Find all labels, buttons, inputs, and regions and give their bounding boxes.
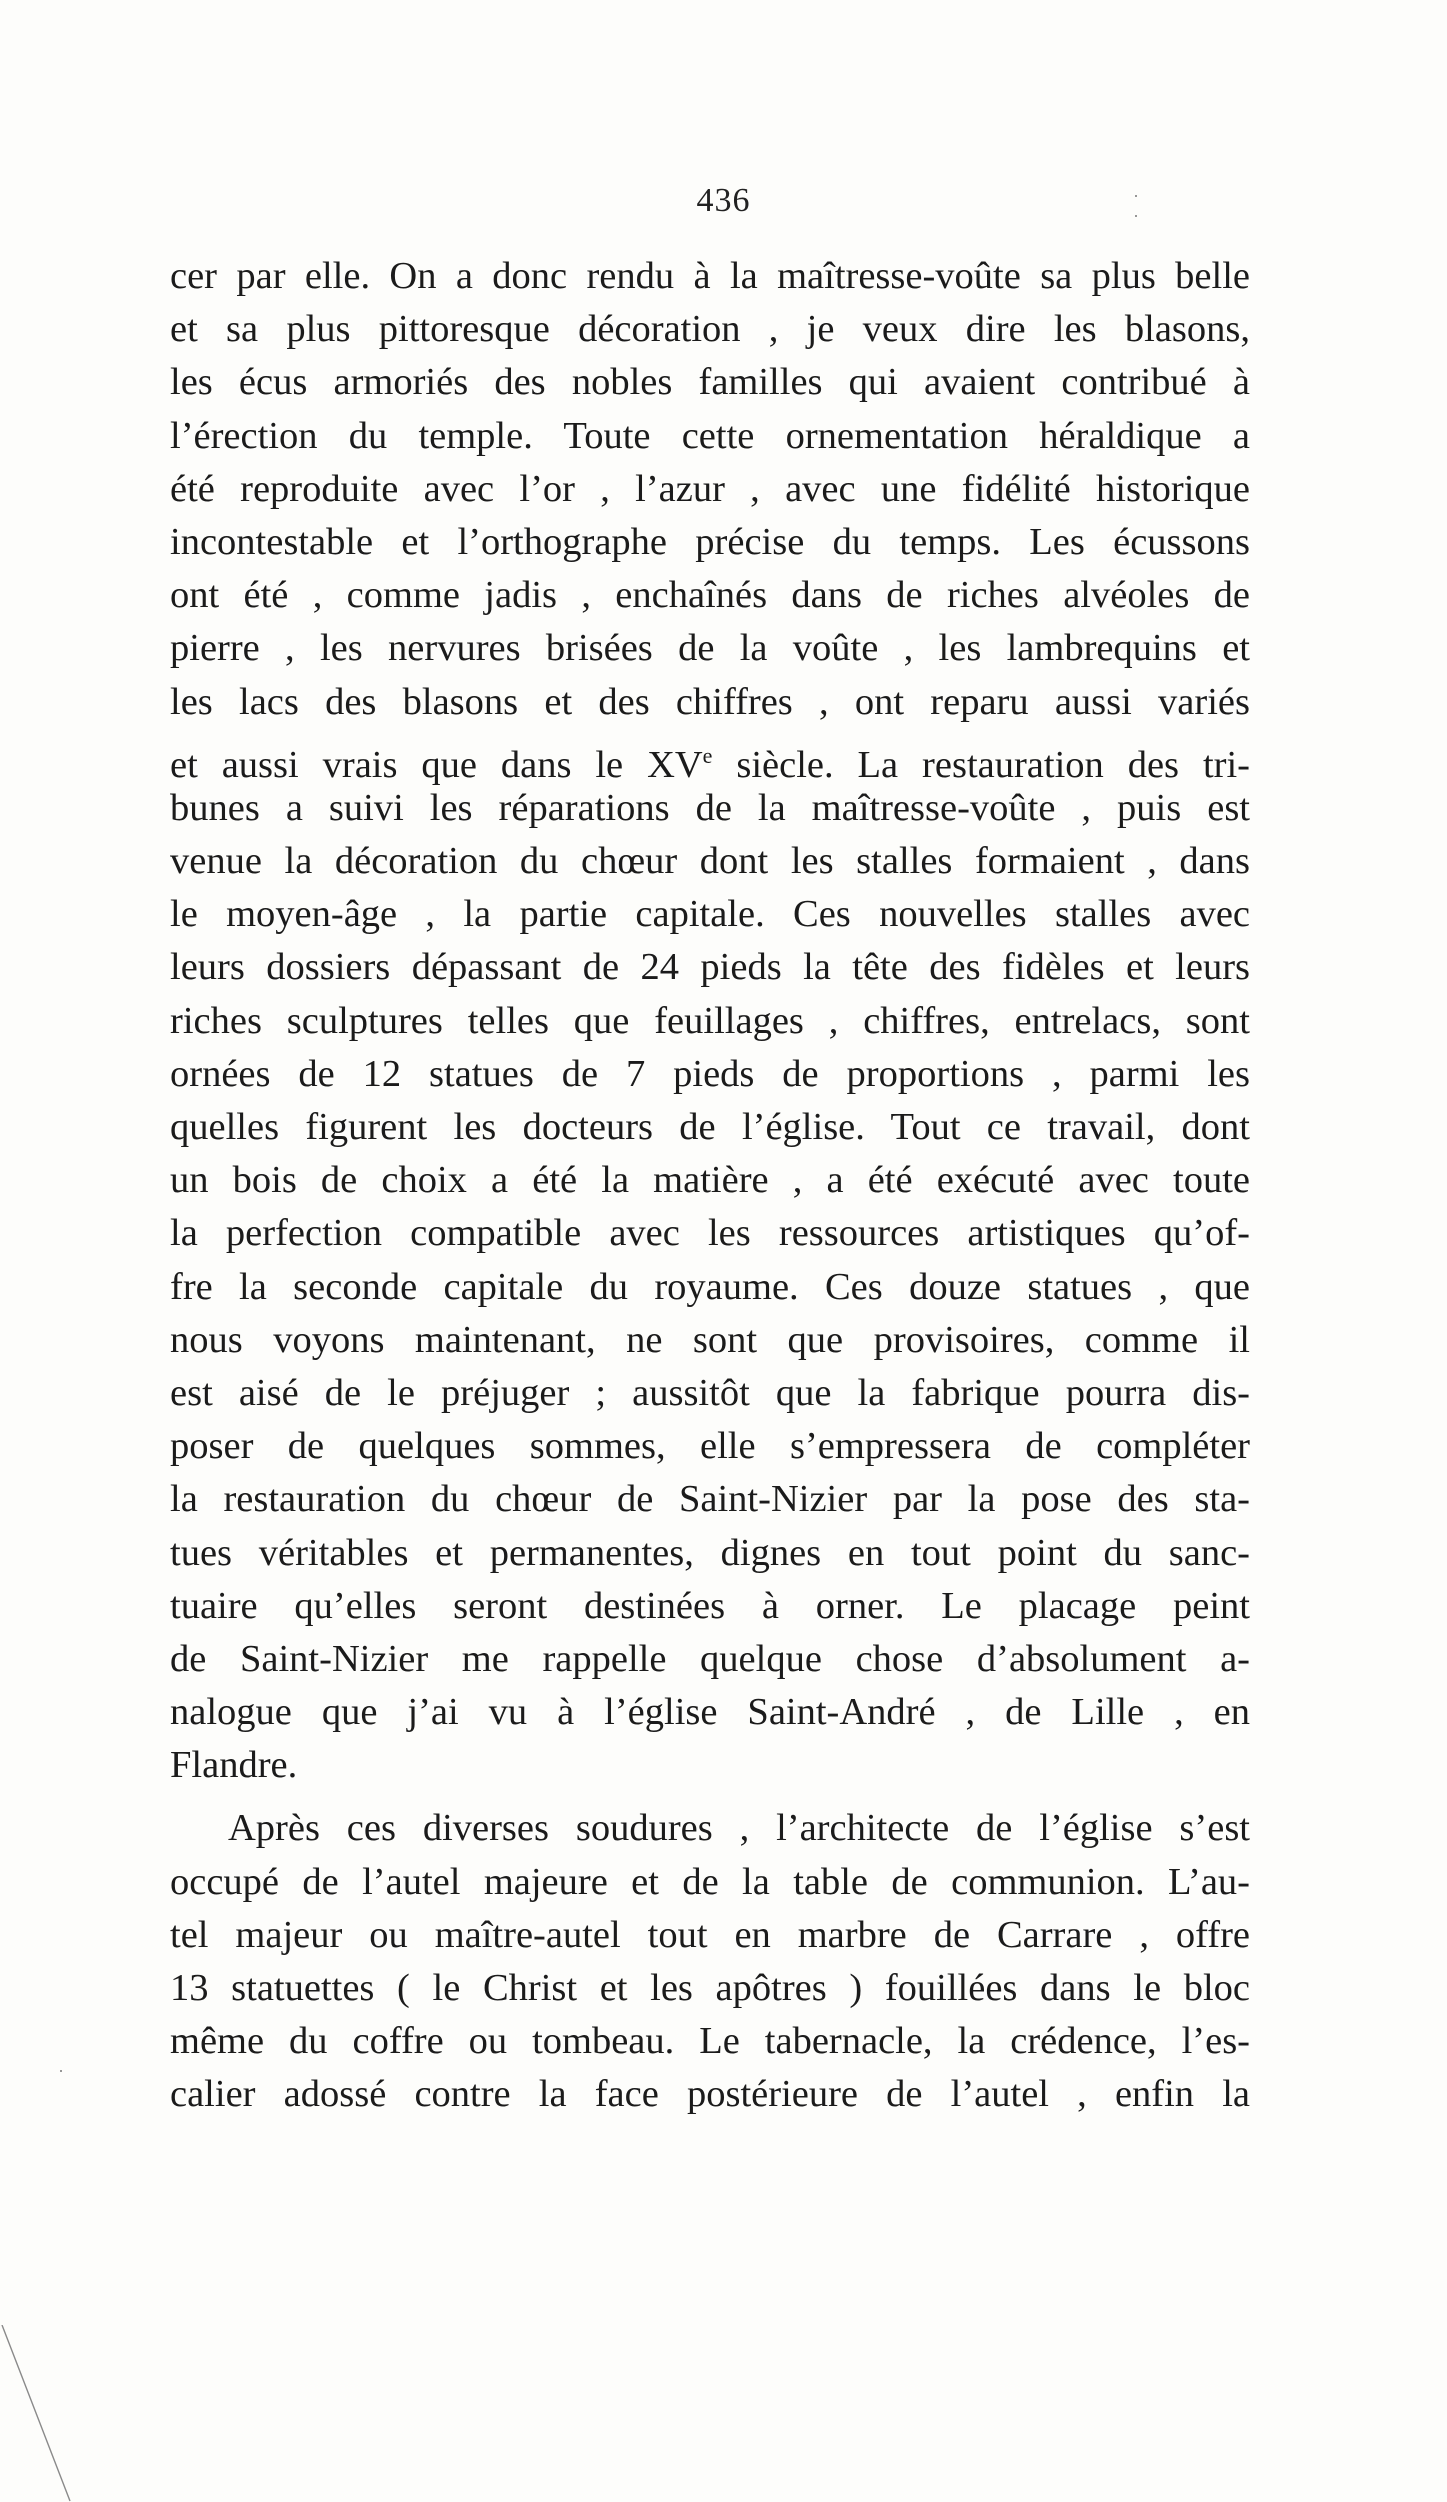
body-text	[170, 250, 1250, 2122]
text-line: même du coffre ou tombeau. Le tabernacle, la crédence, l’es-	[170, 2020, 1250, 2063]
text-line: Flandre.	[170, 1744, 298, 1787]
scan-speck	[1135, 215, 1137, 217]
text-line: occupé de l’autel majeure et de la table de communion. L’au-	[170, 1860, 1250, 1903]
text-line: les lacs des blasons et des chiffres , ont reparu aussi variés	[170, 680, 1250, 723]
scan-speck	[60, 2070, 62, 2072]
text-line: le moyen-âge , la partie capitale. Ces nouvelles stalles avec	[170, 893, 1250, 936]
paragraph-gap	[170, 1792, 1250, 1802]
paragraph-1	[170, 250, 1250, 1792]
text-line: nalogue que j’ai vu à l’église Saint-André , de Lille , en	[170, 1691, 1250, 1734]
paragraph-2	[170, 1802, 1250, 2121]
text-line: de Saint-Nizier me rappelle quelque chose d’absolument a-	[170, 1637, 1250, 1680]
text-line-start: et aussi vrais que dans le XV	[170, 743, 703, 786]
text-line: tues véritables et permanentes, dignes en tout point du sanc-	[170, 1531, 1250, 1574]
text-line-end: siècle. La restauration des tri-	[712, 743, 1250, 786]
text-line: venue la décoration du chœur dont les stalles formaient , dans	[170, 840, 1250, 883]
text-line: et sa plus pittoresque décoration , je veux dire les blasons,	[170, 308, 1250, 351]
text-line: la perfection compatible avec les ressources artistiques qu’of-	[170, 1212, 1250, 1255]
text-line: Après ces diverses soudures , l’architecte de l’église s’est	[228, 1807, 1250, 1850]
text-line: tuaire qu’elles seront destinées à orner. Le placage peint	[170, 1584, 1250, 1627]
text-line: pierre , les nervures brisées de la voûte , les lambrequins et	[170, 627, 1250, 670]
text-line: été reproduite avec l’or , l’azur , avec une fidélité historique	[170, 467, 1250, 510]
text-line: est aisé de le préjuger ; aussitôt que la fabrique pourra dis-	[170, 1371, 1250, 1414]
text-line: bunes a suivi les réparations de la maîtresse-voûte , puis est	[170, 786, 1250, 829]
text-line: poser de quelques sommes, elle s’empressera de compléter	[170, 1425, 1250, 1468]
scan-scratch-mark	[0, 2325, 90, 2502]
scan-speck	[1135, 195, 1137, 197]
text-line: la restauration du chœur de Saint-Nizier par la pose des sta-	[170, 1478, 1250, 1521]
text-line: tel majeur ou maître-autel tout en marbre de Carrare , offre	[170, 1913, 1250, 1956]
text-line: 13 statuettes ( le Christ et les apôtres ) fouillées dans le bloc	[170, 1967, 1250, 2009]
text-line: riches sculptures telles que feuillages , chiffres, entrelacs, sont	[170, 999, 1250, 1042]
text-line: ont été , comme jadis , enchaînés dans de riches alvéoles de	[170, 574, 1250, 617]
superscript: e	[702, 742, 713, 768]
text-line: incontestable et l’orthographe précise du temps. Les écussons	[170, 520, 1250, 563]
page-number: 436	[696, 182, 751, 219]
text-line: calier adossé contre la face postérieure de l’autel , enfin la	[170, 2073, 1250, 2116]
text-line: l’érection du temple. Toute cette ornementation héraldique a	[170, 414, 1250, 457]
text-line: les écus armoriés des nobles familles qui avaient contribué à	[170, 361, 1250, 404]
text-line-with-superscript	[170, 729, 1250, 786]
text-line: fre la seconde capitale du royaume. Ces douze statues , que	[170, 1265, 1250, 1308]
text-line: quelles figurent les docteurs de l’église. Tout ce travail, dont	[170, 1106, 1250, 1148]
text-line: un bois de choix a été la matière , a été exécuté avec toute	[170, 1159, 1250, 1202]
text-line: nous voyons maintenant, ne sont que provisoires, comme il	[170, 1318, 1250, 1361]
text-line: leurs dossiers dépassant de 24 pieds la tête des fidèles et leurs	[170, 946, 1250, 989]
text-line: ornées de 12 statues de 7 pieds de proportions , parmi les	[170, 1052, 1250, 1095]
text-line: cer par elle. On a donc rendu à la maîtresse-voûte sa plus belle	[170, 255, 1250, 297]
